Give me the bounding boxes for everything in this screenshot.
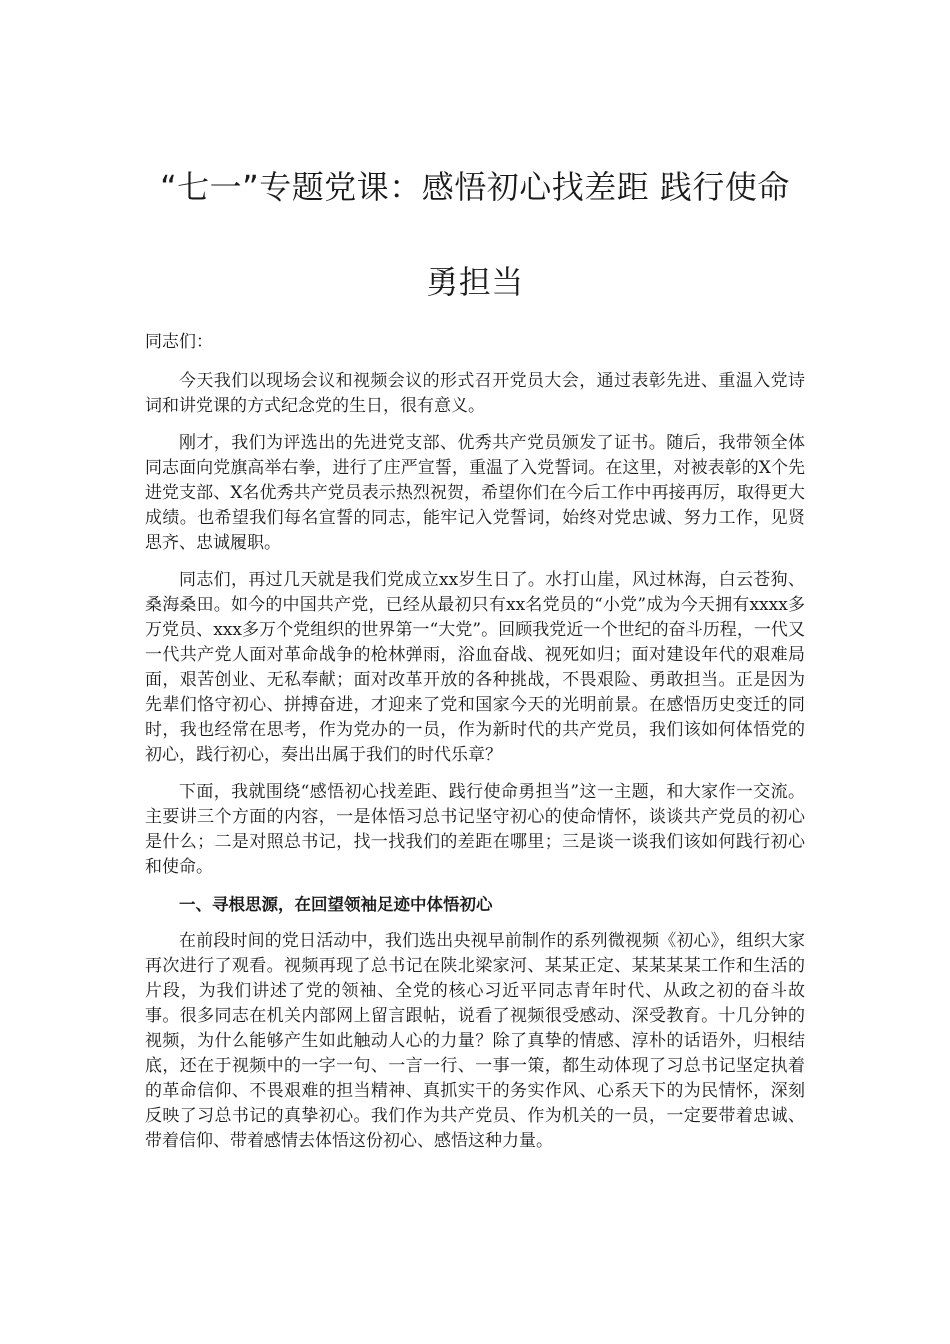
paragraph-history: 同志们，再过几天就是我们党成立xx岁生日了。水打山崖，风过林海，白云苍狗、桑海桑田。如今的中国共产党，已经从最初只有xx名党员的“小党”成为今天拥有xxxx多万党员、xxx多万个党组织的世界第一“大党”。回顾我党近一个世纪的奋斗历程，一代又一代共产党人面对革命战争的枪林弹雨，浴血奋战、视死如归；面对建设年代的艰难局面，艰苦创业、无私奉献；面对改革开放的各种挑战，不畏艰险、勇敢担当。正是因为先辈们恪守初心、拼搏奋进，才迎来了党和国家今天的光明前景。在感悟历史变迁的同时，我也经常在思考，作为党办的一员，作为新时代的共产党员，我们该如何体悟党的初心，践行初心，奏出出属于我们的时代乐章？ [145, 570, 805, 765]
section-heading-1: 一、寻根思源，在回望领袖足迹中体悟初心 [179, 895, 493, 914]
paragraph-awards: 刚才，我们为评选出的先进党支部、优秀共产党员颁发了证书。随后，我带领全体同志面向党旗高举右拳，进行了庄严宣誓，重温了入党誓词。在这里，对被表彰的X个先进党支部、X名优秀共产党员表示热烈祝贺，希望你们在今后工作中再接再厉，取得更大成绩。也希望我们每名宣誓的同志，能牢记入党誓词，始终对党忠诚、努力工作，见贤思齐、忠诚履职。 [145, 433, 805, 553]
paragraph-outline: 下面，我就围绕“感悟初心找差距、践行使命勇担当”这一主题，和大家作一交流。主要讲三个方面的内容，一是体悟习总书记坚守初心的使命情怀，谈谈共产党员的初心是什么；二是对照总书记，找一找我们的差距在哪里；三是谈一谈我们该如何践行初心和使命。 [145, 782, 805, 877]
document-body [145, 330, 805, 1166]
paragraph-intro: 今天我们以现场会议和视频会议的形式召开党员大会，通过表彰先进、重温入党诗词和讲党课的方式纪念党的生日，很有意义。 [145, 371, 805, 416]
paragraph-section-1: 在前段时间的党日活动中，我们选出央视早前制作的系列微视频《初心》，组织大家再次进行了观看。视频再现了总书记在陕北梁家河、某某正定、某某某某工作和生活的片段，为我们讲述了党的领袖、全党的核心习近平同志青年时代、从政之初的奋斗故事。很多同志在机关内部网上留言跟帖，说看了视频很受感动、深受教育。十几分钟的视频，为什么能够产生如此触动人心的力量？除了真挚的情感、淳朴的话语外，归根结底，还在于视频中的一字一句、一言一行、一事一策，都生动体现了习总书记坚定执着的革命信仰、不畏艰难的担当精神、真抓实干的务实作风、心系天下的为民情怀，深刻反映了习总书记的真挚初心。我们作为共产党员、作为机关的一员，一定要带着忠诚、带着信仰、带着感情去体悟这份初心、感悟这种力量。 [145, 931, 805, 1151]
salutation: 同志们： [145, 332, 213, 352]
document-title: “七一”专题党课：感悟初心找差距 践行使命勇担当 [160, 168, 790, 301]
